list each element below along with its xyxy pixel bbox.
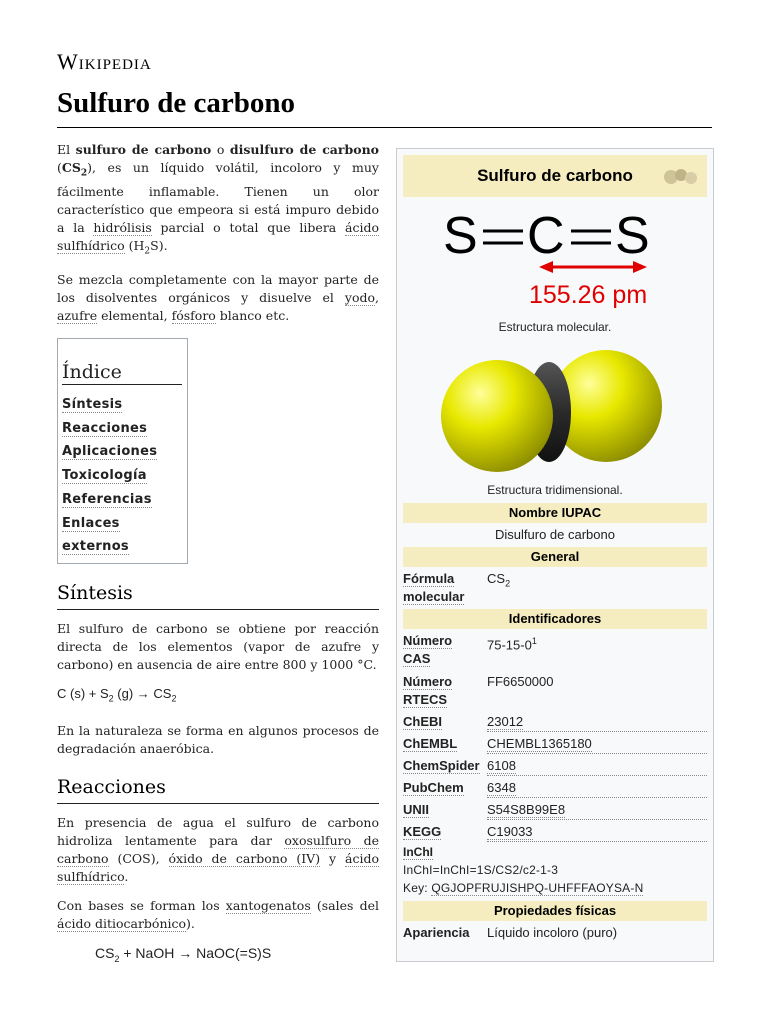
page-title: Sulfuro de carbono — [57, 87, 712, 128]
infobox-title: Sulfuro de carbono — [403, 155, 707, 197]
link-azufre[interactable]: azufre — [57, 308, 98, 323]
space-filling-model — [441, 346, 666, 476]
value-inchikey: Key: QGJOPFRUJISHPQ-UHFFFAOYSA-N — [403, 881, 644, 895]
molecule-icon — [661, 167, 701, 187]
bond-length-label: 155.26 pm — [529, 281, 648, 309]
label-chembl[interactable]: ChEMBL — [403, 736, 458, 751]
section-heading-sintesis: Síntesis — [57, 584, 379, 610]
reacciones-paragraph-1: En presencia de agua el sulfuro de carbono hidroliza lentamente para dar oxosulfuro de carbono (COS), óxido de carbono (IV) y ácido sulfhídrico. — [57, 814, 379, 884]
link-acido-ditiocarbonico[interactable]: ácido ditiocarbónico — [57, 915, 187, 931]
section-iupac[interactable]: Nombre IUPAC — [403, 503, 707, 523]
row-inchi — [403, 844, 707, 896]
value-apariencia: Líquido incoloro (puro) — [487, 925, 618, 940]
value-rtecs: FF6650000 — [487, 674, 554, 689]
value-inchi: InChI=InChI=1S/CS2/c2-1-3 — [403, 863, 559, 877]
link-hidrolisis[interactable]: hidrólisis — [93, 219, 152, 235]
link-acido-sulfhidrico-2[interactable]: ácido sulfhídrico — [57, 850, 379, 884]
toc-item-toxicologia[interactable]: Toxicología — [62, 468, 147, 484]
link-oxosulfuro[interactable]: oxosulfuro de carbono — [57, 832, 379, 866]
value-chembl[interactable]: CHEMBL1365180 — [487, 735, 707, 754]
inchikey-link[interactable]: QGJOPFRUJISHPQ-UHFFFAOYSA-N — [431, 881, 644, 895]
value-kegg[interactable]: C19033 — [487, 823, 707, 842]
label-cas[interactable]: Número CAS — [403, 633, 453, 666]
atom-c: C — [527, 207, 565, 265]
toc-item-aplicaciones[interactable]: Aplicaciones — [62, 444, 158, 460]
sintesis-paragraph-1: El sulfuro de carbono se obtiene por reacción directa de los elementos (vapor de azufre y carbono) en ausencia de aire entre 800 y 1000 °C. — [57, 620, 379, 672]
article-body — [57, 141, 379, 967]
sintesis-paragraph-2: En la naturaleza se forma en algunos procesos de degradación anaeróbica. — [57, 722, 379, 756]
value-unii[interactable]: S54S8B99E8 — [487, 801, 707, 820]
label-unii[interactable]: UNII — [403, 802, 429, 817]
label-formula[interactable]: Fórmula molecular — [403, 571, 465, 604]
row-formula — [403, 570, 707, 608]
wikipedia-wordmark[interactable]: Wikipedia — [57, 49, 152, 74]
atom-s-left: S — [443, 207, 478, 265]
iupac-name: Disulfuro de carbono — [495, 527, 615, 542]
section-heading-reacciones: Reacciones — [57, 778, 379, 804]
link-xantogenatos[interactable]: xantogenatos — [225, 897, 311, 913]
link-fosforo[interactable]: fósforo — [171, 308, 216, 323]
toc-item-enlaces-externos[interactable]: Enlaces externos — [62, 515, 129, 555]
link-acido-sulfhidrico[interactable]: ácido sulfhídrico — [57, 219, 379, 253]
section-identificadores: Identificadores — [403, 609, 707, 629]
label-kegg[interactable]: KEGG — [403, 824, 442, 839]
reacciones-equation: $CS_2$ + NaOH → NaOC(=S)S — [95, 944, 272, 964]
label-chebi[interactable]: ChEBI — [403, 714, 442, 729]
value-pubchem[interactable]: 6348 — [487, 779, 707, 798]
intro-paragraph-2: Se mezcla completamente con la mayor parte de los disolventes orgánicos y disuelve el yodo, azufre elemental, fósforo blanco etc. — [57, 272, 379, 323]
link-oxido-carbono[interactable]: óxido de carbono (IV) — [168, 850, 321, 866]
value-cas[interactable]: $75-15-0^1$ — [487, 636, 537, 653]
toc-item-referencias[interactable]: Referencias — [62, 491, 152, 507]
caption-3d: Estructura tridimensional. — [487, 483, 623, 497]
label-pubchem[interactable]: PubChem — [403, 780, 464, 795]
atom-s-right: S — [615, 207, 650, 265]
cas-reference[interactable]: 1 — [531, 636, 537, 646]
label-chemspider[interactable]: ChemSpider — [403, 758, 480, 773]
toc-title: Índice — [62, 363, 182, 385]
value-formula: $CS_2$ — [487, 571, 511, 589]
structural-formula — [437, 205, 677, 315]
section-general: General — [403, 547, 707, 567]
value-chemspider[interactable]: 6108 — [487, 757, 707, 776]
intro-paragraph-1: El sulfuro de carbono o disulfuro de carbono $(CS_2)$, es un líquido volátil, incoloro y muy fácilmente inflamable. Tienen un olor característico que empeora si está impuro debido a la hidrólisis parcial o total que libera ácido sulfhídrico $(H_2S)$. — [57, 142, 379, 256]
section-propiedades-fisicas: Propiedades físicas — [403, 901, 707, 921]
toc-item-sintesis[interactable]: Síntesis — [62, 397, 123, 412]
sintesis-equation: C $(s) + S_2$ $(g) \to CS_2$ — [57, 685, 177, 704]
infobox — [396, 148, 714, 962]
toc-item-reacciones[interactable]: Reacciones — [62, 420, 148, 436]
label-apariencia: Apariencia — [403, 925, 470, 940]
caption-molecular: Estructura molecular. — [498, 320, 612, 334]
link-yodo[interactable]: yodo — [344, 290, 376, 305]
reacciones-paragraph-2: Con bases se forman los xantogenatos (sales del ácido ditiocarbónico). — [57, 897, 379, 931]
label-rtecs[interactable]: Número RTECS — [403, 674, 453, 707]
table-of-contents — [57, 338, 188, 564]
label-inchi[interactable]: InChI — [403, 845, 433, 859]
value-chebi[interactable]: 23012 — [487, 713, 707, 732]
